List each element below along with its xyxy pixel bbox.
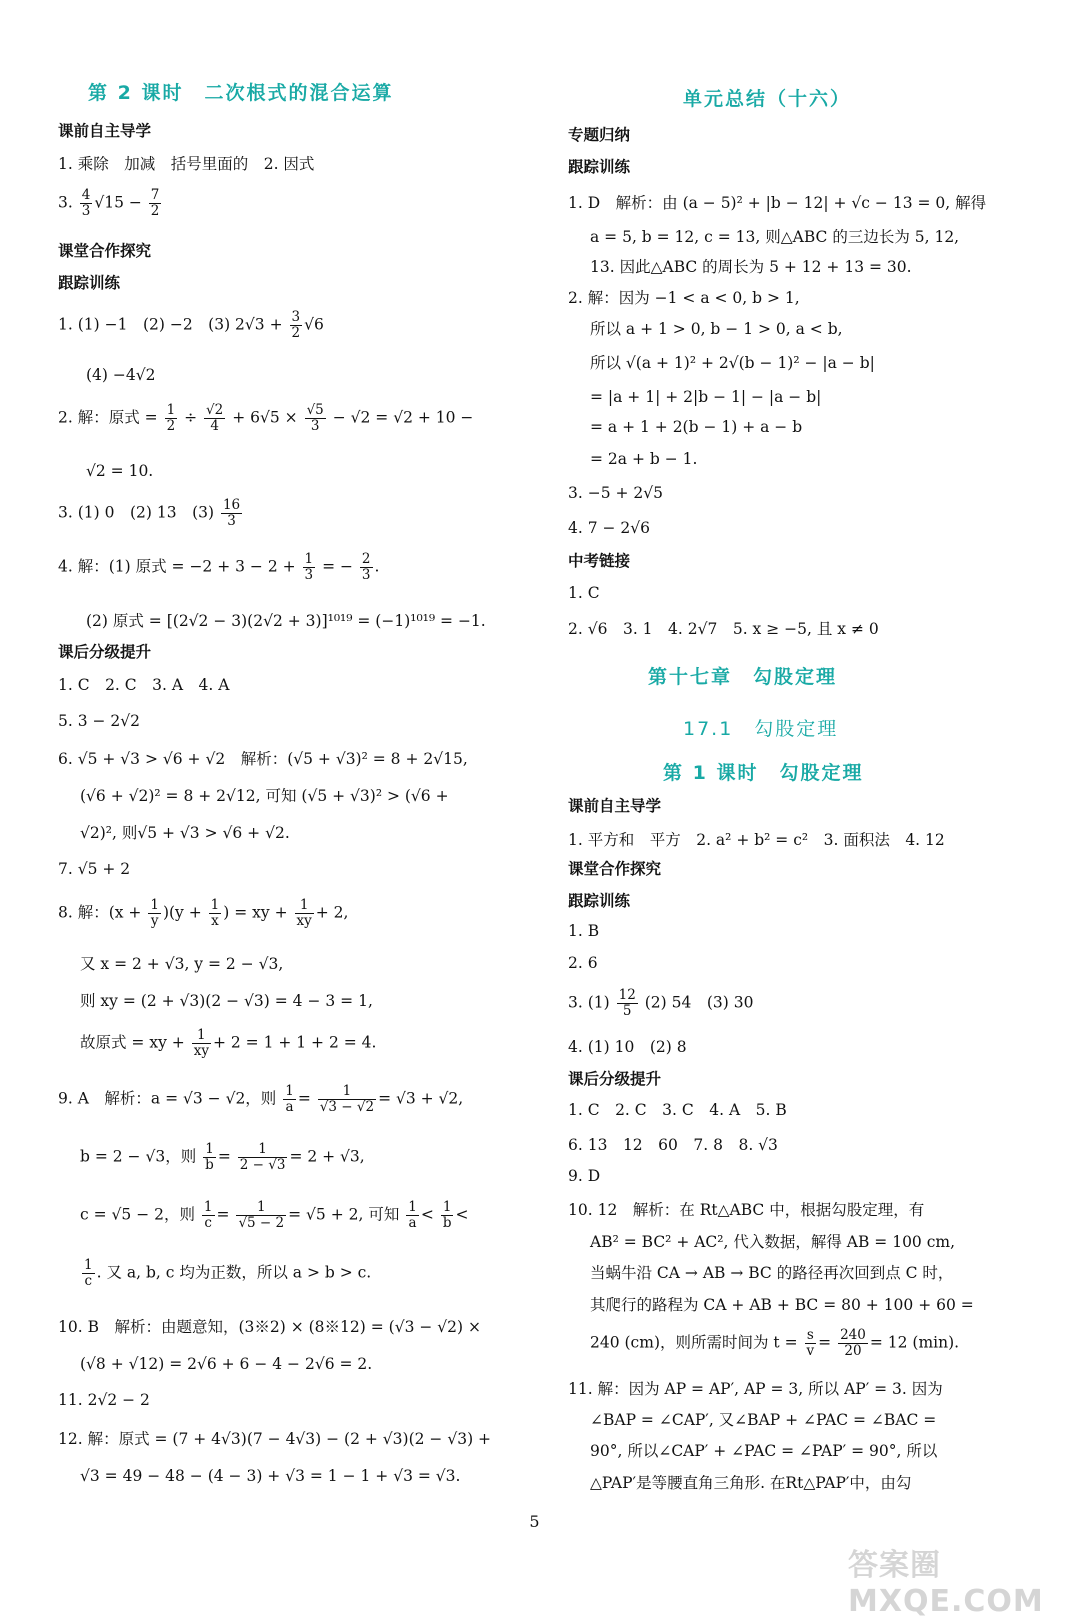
answer-line: 4. 解：(1) 原式 = −2 + 3 − 2 + $\frac{1}{3}$ = − $\frac{2}{3}$ . <box>58 551 380 583</box>
answer-line: ∠BAP = ∠CAP′, 又∠BAP + ∠PAC = ∠BAC = <box>590 1411 937 1429</box>
page-number: 5 <box>529 1512 540 1531</box>
answer-line: 240 (cm)，则所需时间为 t = $\frac{s}{v}$ = $\frac{240}{20}$ = 12 (min). <box>590 1327 960 1359</box>
answer-line: 4. (1) 10 (2) 8 <box>568 1038 687 1056</box>
answer-line: 3. −5 + 2√5 <box>568 484 664 502</box>
answer-line: 9. D <box>568 1167 601 1185</box>
answer-line: 当蜗牛沿 CA → AB → BC 的路径再次回到点 C 时， <box>590 1264 954 1282</box>
answer-line: 2. √6 3. 1 4. 2√7 5. x ≥ −5, 且 x ≠ 0 <box>568 620 879 638</box>
answer-line: 3. $\frac{4}{3}$ √15 − $\frac{7}{2}$ <box>58 187 160 219</box>
answer-line: 1. 乘除 加减 括号里面的 2. 因式 <box>58 155 315 173</box>
answer-line: 3. (1) 0 (2) 13 (3) $\frac{16}{3}$ <box>58 497 241 529</box>
answer-line: 9. A 解析：a = √3 − √2，则 $\frac{1}{a}$ = $\frac{1}{√3 - √2}$ = √3 + √2, <box>58 1083 464 1115</box>
answer-line: 1. 平方和 平方 2. a² + b² = c² 3. 面积法 4. 12 <box>568 831 945 849</box>
answer-line: $\frac{1}{c}$ . 又 a, b, c 均为正数，所以 a > b > c. <box>84 1257 372 1289</box>
answer-line: (4) −4√2 <box>86 366 156 384</box>
lesson-title: 第 1 课时 勾股定理 <box>663 762 864 784</box>
answer-line: √2 = 10. <box>86 462 154 480</box>
answer-line: 2. 6 <box>568 954 598 972</box>
answer-line: 6. 13 12 60 7. 8 8. √3 <box>568 1136 778 1154</box>
section-heading: 课后分级提升 <box>568 1070 662 1088</box>
section-title: 17.1 勾股定理 <box>683 718 839 740</box>
section-heading: 课堂合作探究 <box>568 860 662 878</box>
section-heading: 课堂合作探究 <box>58 242 152 260</box>
answer-line: = a + 1 + 2(b − 1) + a − b <box>590 418 803 436</box>
answer-line: 1. C 2. C 3. C 4. A 5. B <box>568 1101 787 1119</box>
answer-line: 2. 解：原式 = $\frac{1}{2}$ ÷ $\frac{√2}{4}$ + 6√5 × $\frac{√5}{3}$ − √2 = √2 + 10 − <box>58 402 474 434</box>
answer-line: AB² = BC² + AC², 代入数据，解得 AB = 100 cm, <box>590 1233 956 1251</box>
answer-line: 11. 解：因为 AP = AP′, AP = 3, 所以 AP′ = 3. 因为 <box>568 1380 943 1398</box>
answer-line: (√6 + √2)² = 8 + 2√12, 可知 (√5 + √3)² > (√6 + <box>80 787 449 805</box>
answer-line: 3. (1) $\frac{12}{5}$ (2) 54 (3) 30 <box>568 987 754 1019</box>
section-heading: 专题归纳 <box>568 126 631 144</box>
section-heading: 跟踪训练 <box>568 892 631 910</box>
answer-line: b = 2 − √3，则 $\frac{1}{b}$ = $\frac{1}{2 - √3}$ = 2 + √3, <box>80 1141 365 1173</box>
answer-line: 2. 解：因为 −1 < a < 0, b > 1, <box>568 289 800 307</box>
answer-line: 其爬行的路程为 CA + AB + BC = 80 + 100 + 60 = <box>590 1296 974 1314</box>
answer-line: (2) 原式 = [(2√2 − 3)(2√2 + 3)]¹⁰¹⁹ = (−1)¹⁰¹⁹ = −1. <box>86 612 486 630</box>
lesson-title: 第 2 课时 二次根式的混合运算 <box>88 82 394 104</box>
answer-line: 1. B <box>568 922 600 940</box>
answer-line: a = 5, b = 12, c = 13, 则△ABC 的三边长为 5, 12, <box>590 228 960 246</box>
unit-summary-title: 单元总结（十六） <box>683 88 852 110</box>
answer-line: = 2a + b − 1. <box>590 450 698 468</box>
section-heading: 跟踪训练 <box>568 158 631 176</box>
answer-line: 又 x = 2 + √3, y = 2 − √3, <box>80 955 284 973</box>
section-heading: 跟踪训练 <box>58 274 121 292</box>
chapter-title: 第十七章 勾股定理 <box>648 666 838 688</box>
answer-line: 5. 3 − 2√2 <box>58 712 141 730</box>
answer-line: △PAP′是等腰直角三角形. 在Rt△PAP′中，由勾 <box>590 1474 912 1492</box>
answer-line: 所以 a + 1 > 0, b − 1 > 0, a < b, <box>590 320 843 338</box>
answer-line: 1. (1) −1 (2) −2 (3) 2√3 + $\frac{3}{2}$ √6 <box>58 309 324 341</box>
answer-line: 13. 因此△ABC 的周长为 5 + 12 + 13 = 30. <box>590 258 912 276</box>
answer-line: √2)², 则√5 + √3 > √6 + √2. <box>80 824 290 842</box>
answer-line: 6. √5 + √3 > √6 + √2 解析：(√5 + √3)² = 8 + 2√15, <box>58 750 468 768</box>
answer-line: (√8 + √12) = 2√6 + 6 − 4 − 2√6 = 2. <box>80 1355 373 1373</box>
answer-line: 7. √5 + 2 <box>58 860 131 878</box>
answer-line: 所以 √(a + 1)² + 2√(b − 1)² − |a − b| <box>590 354 875 372</box>
answer-line: 1. D 解析：由 (a − 5)² + |b − 12| + √c − 13 = 0, 解得 <box>568 194 987 212</box>
answer-line: = |a + 1| + 2|b − 1| − |a − b| <box>590 388 822 406</box>
watermark-logo: 答案圈 MXQE.COM <box>848 1548 1044 1619</box>
answer-line: 8. 解：(x + $\frac{1}{y}$ )(y + $\frac{1}{x}$ ) = xy + $\frac{1}{xy}$ + 2, <box>58 897 349 929</box>
answer-line: 12. 解：原式 = (7 + 4√3)(7 − 4√3) − (2 + √3)(2 − √3) + <box>58 1430 492 1448</box>
section-heading: 课前自主导学 <box>58 122 152 140</box>
section-heading: 课前自主导学 <box>568 797 662 815</box>
answer-line: c = √5 − 2，则 $\frac{1}{c}$ = $\frac{1}{√5 - 2}$ = √5 + 2, 可知 $\frac{1}{a}$ < $\frac{1}{b}$ < <box>80 1199 469 1231</box>
answer-line: 10. B 解析：由题意知，(3※2) × (8※12) = (√3 − √2) × <box>58 1318 481 1336</box>
answer-line: 10. 12 解析：在 Rt△ABC 中，根据勾股定理，有 <box>568 1201 925 1219</box>
section-heading: 中考链接 <box>568 552 631 570</box>
section-heading: 课后分级提升 <box>58 643 152 661</box>
answer-line: 90°, 所以∠CAP′ + ∠PAC = ∠PAP′ = 90°, 所以 <box>590 1442 938 1460</box>
answer-line: 则 xy = (2 + √3)(2 − √3) = 4 − 3 = 1, <box>80 992 373 1010</box>
answer-line: √3 = 49 − 48 − (4 − 3) + √3 = 1 − 1 + √3 = √3. <box>80 1467 461 1485</box>
answer-line: 1. C <box>568 584 600 602</box>
answer-line: 1. C 2. C 3. A 4. A <box>58 676 230 694</box>
answer-line: 11. 2√2 − 2 <box>58 1391 150 1409</box>
answer-line: 故原式 = xy + $\frac{1}{xy}$ + 2 = 1 + 1 + 2 = 4. <box>80 1027 377 1059</box>
answer-line: 4. 7 − 2√6 <box>568 519 651 537</box>
